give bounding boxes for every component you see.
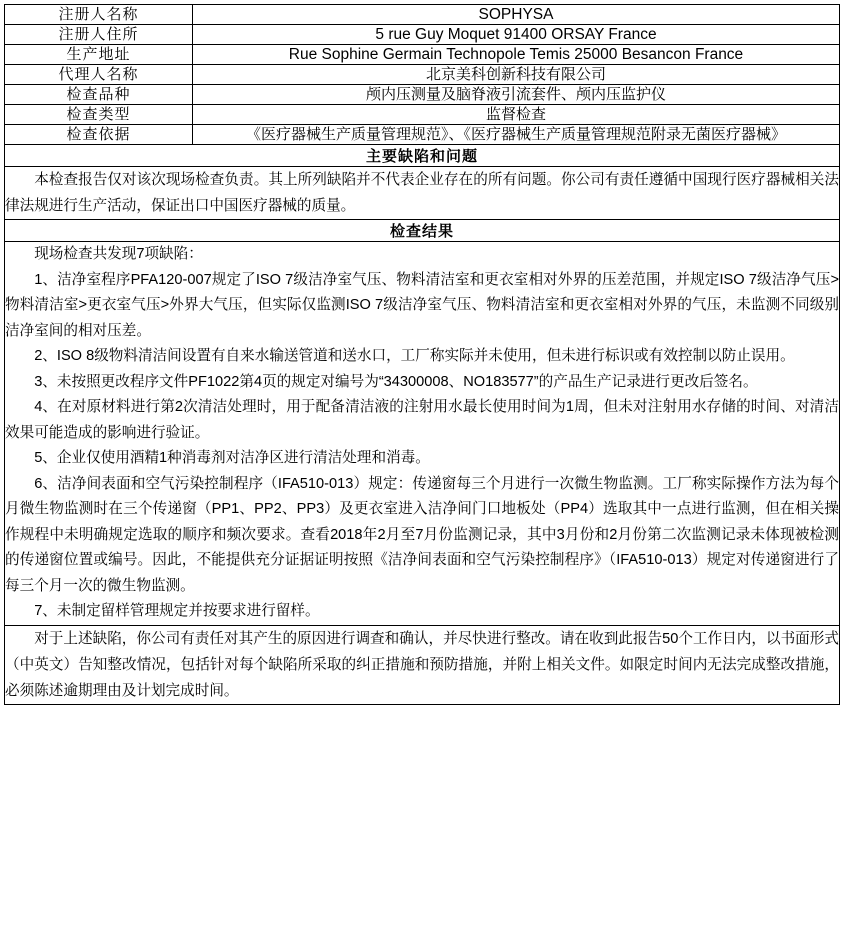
table-row — [5, 85, 840, 105]
closing-body — [5, 625, 840, 704]
row-value-production-address: Rue Sophine Germain Technopole Temis 25000 Besancon France — [193, 45, 840, 65]
row-value-agent-name: 北京美科创新科技有限公司 — [193, 65, 840, 85]
closing-paragraph: 对于上述缺陷，你公司有责任对其产生的原因进行调查和确认，并尽快进行整改。请在收到此报告50个工作日内，以书面形式（中英文）告知整改情况，包括针对每个缺陷所采取的纠正措施和预防措施，并附上相关文件。如限定时间内无法完成整改措施，必须陈述逾期理由及计划完成时间。 — [5, 630, 839, 699]
section-heading-defects: 主要缺陷和问题 — [5, 145, 840, 167]
row-label-inspection-type: 检查类型 — [5, 105, 193, 125]
table-row — [5, 125, 840, 145]
row-label-production-address: 生产地址 — [5, 45, 193, 65]
row-label-registrant-address: 注册人住所 — [5, 25, 193, 45]
row-value-registrant-address: 5 rue Guy Moquet 91400 ORSAY France — [193, 25, 840, 45]
result-item-4: 4、在对原材料进行第2次清洁处理时，用于配备清洁液的注射用水最长使用时间为1周，但未对注射用水存储的时间、对清洁效果可能造成的影响进行验证。 — [5, 399, 839, 441]
table-row — [5, 145, 840, 167]
row-value-registrant-name: SOPHYSA — [193, 5, 840, 25]
row-label-inspection-product: 检查品种 — [5, 85, 193, 105]
result-item-7: 7、未制定留样管理规定并按要求进行留样。 — [34, 603, 320, 619]
table-row — [5, 5, 840, 25]
table-row — [5, 45, 840, 65]
result-item-1: 1、洁净室程序PFA120-007规定了ISO 7级洁净室气压、物料清洁室和更衣室相对外界的压差范围，并规定ISO 7级洁净气压>物料清洁室>更衣室气压>外界大气压，但实际仅监测ISO 7级洁净室气压、物料清洁室和更衣室相对外界的气压，未监测不同级别洁净室间的相对压差。 — [5, 271, 839, 339]
result-item-5: 5、企业仅使用酒精1种消毒剂对洁净区进行清洁处理和消毒。 — [34, 450, 430, 466]
row-label-agent-name: 代理人名称 — [5, 65, 193, 85]
table-row — [5, 25, 840, 45]
row-value-inspection-type: 监督检查 — [193, 105, 840, 125]
table-row — [5, 105, 840, 125]
results-body — [5, 242, 840, 626]
result-item-6: 6、洁净间表面和空气污染控制程序（IFA510-013）规定：传递窗每三个月进行一次微生物监测。工厂称实际操作方法为每个月微生物监测时在三个传递窗（PP1、PP2、PP3）及更衣室进入洁净间门口地板处（PP4）选取其中一点进行监测，但在相关操作规程中未明确规定选取的顺序和频次要求。查看2018年2月至7月份监测记录，其中3月份和2月份第二次监测记录未体现被检测的传递窗位置或编号。因此，不能提供充分证据证明按照《洁净间表面和空气污染控制程序》（IFA510-013）规定对传递窗进行了每三个月一次的微生物监测。 — [5, 475, 839, 594]
table-row — [5, 242, 840, 626]
results-lead: 现场检查共发现7项缺陷： — [34, 246, 203, 262]
inspection-report-table — [4, 4, 840, 705]
row-value-inspection-product: 颅内压测量及脑脊液引流套件、颅内压监护仪 — [193, 85, 840, 105]
result-item-2: 2、ISO 8级物料清洁间设置有自来水输送管道和送水口，工厂称实际并未使用，但未进行标识或有效控制以防止误用。 — [34, 348, 795, 364]
result-item-3: 3、未按照更改程序文件PF1022第4页的规定对编号为“34300008、NO183577”的产品生产记录进行更改后签名。 — [34, 373, 758, 390]
row-value-inspection-basis: 《医疗器械生产质量管理规范》、《医疗器械生产质量管理规范附录无菌医疗器械》 — [193, 125, 840, 145]
table-row — [5, 625, 840, 704]
section-heading-results: 检查结果 — [5, 220, 840, 242]
defects-paragraph: 本检查报告仅对该次现场检查负责。其上所列缺陷并不代表企业存在的所有问题。你公司有责任遵循中国现行医疗器械相关法律法规进行生产活动，保证出口中国医疗器械的质量。 — [5, 172, 839, 214]
table-row — [5, 65, 840, 85]
defects-body — [5, 167, 840, 220]
table-row — [5, 167, 840, 220]
row-label-registrant-name: 注册人名称 — [5, 5, 193, 25]
row-label-inspection-basis: 检查依据 — [5, 125, 193, 145]
table-row — [5, 220, 840, 242]
